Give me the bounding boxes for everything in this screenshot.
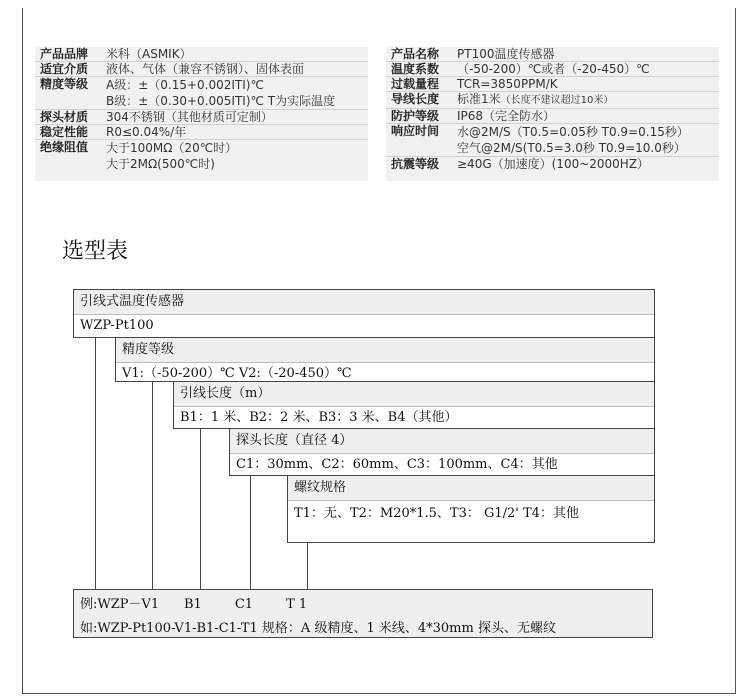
spec-row-brand xyxy=(35,47,368,62)
connector-line xyxy=(95,338,96,589)
spec-value: 空气@2M/S(T0.5=3.0秒 T0.9=10.0秒） xyxy=(457,141,686,155)
spec-key: 适宜介质 xyxy=(40,62,89,76)
selection-header: 精度等级 xyxy=(116,338,654,363)
spec-row-insulation xyxy=(35,140,368,172)
spec-key: 防护等级 xyxy=(391,109,440,123)
spec-value: 304不锈钢（其他材质可定制） xyxy=(106,110,273,124)
selection-box-wire-length xyxy=(173,381,655,429)
selection-value: C1：30mm、C2：60mm、C3：100mm、C4：其他 xyxy=(236,457,558,472)
connector-line xyxy=(307,543,308,589)
spec-row-response-time xyxy=(386,124,719,157)
spec-value: B级：±（0.30+0.005ITI)℃ T为实际温度 xyxy=(106,94,336,108)
selection-box-probe-length xyxy=(229,428,655,476)
spec-value-group xyxy=(453,124,719,156)
spec-row-material xyxy=(35,110,368,125)
selection-value: T1：无、T2：M20*1.5、T3： G1/2' T4：其他 xyxy=(294,506,579,521)
spec-key: 导线长度 xyxy=(391,92,440,106)
selection-value: B1：1 米、B2：2 米、B3：3 米、B4（其他） xyxy=(180,410,458,425)
selection-header: 引线式温度传感器 xyxy=(74,290,654,315)
spec-note: （长度不建议超过10米） xyxy=(500,95,614,106)
spec-key: 抗震等级 xyxy=(391,157,440,171)
selection-header: 引线长度（m） xyxy=(174,382,654,407)
spec-row-accuracy xyxy=(35,77,368,110)
spec-key: 精度等级 xyxy=(40,77,89,91)
spec-value: PT100温度传感器 xyxy=(457,47,555,61)
spec-key: 过载量程 xyxy=(391,77,440,91)
spec-row-wire-length xyxy=(386,92,719,109)
connector-line xyxy=(152,382,153,589)
spec-value: IP68（完全防水） xyxy=(457,109,556,123)
selection-header: 螺纹规格 xyxy=(288,476,654,501)
spec-value: A级：±（0.15+0.002ITI)℃ xyxy=(106,78,264,92)
spec-row-overload-range xyxy=(386,77,719,92)
example-line: 例:WZP－V1 B1 C1 T 1 xyxy=(80,597,308,612)
selection-header: 探头长度（直径 4） xyxy=(230,429,654,454)
spec-row-protection xyxy=(386,109,719,124)
spec-key: 响应时间 xyxy=(391,124,440,138)
spec-key: 探头材质 xyxy=(40,110,89,124)
spec-value-group xyxy=(453,92,719,108)
spec-row-stability xyxy=(35,125,368,140)
selection-box-thread-spec xyxy=(287,475,655,543)
spec-value: ≥40G（加速度）(100~2000HZ） xyxy=(457,157,650,171)
spec-key: 产品名称 xyxy=(391,47,440,61)
spec-value: 液体、气体（兼容不锈钢）、固体表面 xyxy=(106,62,305,76)
section-title: 选型表 xyxy=(62,239,129,264)
example-box xyxy=(73,589,653,638)
selection-value: WZP-Pt100 xyxy=(80,318,154,333)
spec-value: TCR=3850PPM/K xyxy=(457,77,558,91)
spec-key: 稳定性能 xyxy=(40,125,89,139)
selection-box-accuracy xyxy=(115,337,655,382)
spec-key: 绝缘阻值 xyxy=(40,140,89,154)
spec-value: 大于100MΩ（20℃时） xyxy=(106,141,238,155)
spec-value: 水@2M/S（T0.5=0.05秒 T0.9=0.15秒） xyxy=(457,125,689,139)
spec-value: R0≤0.04%/年 xyxy=(106,125,187,139)
example-line: 如:WZP-Pt100-V1-B1-C1-T1 规格：A 级精度、1 米线、4*30mm 探头、无螺纹 xyxy=(80,621,556,636)
spec-key: 产品品牌 xyxy=(40,47,89,61)
connector-line xyxy=(200,429,201,589)
spec-row-medium xyxy=(35,62,368,77)
connector-line xyxy=(250,476,251,589)
spec-value: （-50-200）℃或者（-20-450）℃ xyxy=(457,62,650,76)
spec-value: 米科（ASMIK） xyxy=(106,47,192,61)
spec-value-group xyxy=(102,77,368,109)
selection-box-sensor-type xyxy=(73,289,655,338)
spec-key: 温度系数 xyxy=(391,62,440,76)
spec-value: 大于2MΩ(500℃时) xyxy=(106,157,215,171)
spec-row-temp-coefficient xyxy=(386,62,719,77)
spec-value: 标准1米 xyxy=(457,92,501,106)
spec-row-product-name xyxy=(386,47,719,62)
spec-table-right xyxy=(386,47,719,181)
spec-row-vibration xyxy=(386,157,719,171)
selection-value: V1:（-50-200）℃ V2:（-20-450）℃ xyxy=(122,366,352,381)
spec-table-left xyxy=(35,47,368,181)
spec-value-group xyxy=(102,140,368,172)
